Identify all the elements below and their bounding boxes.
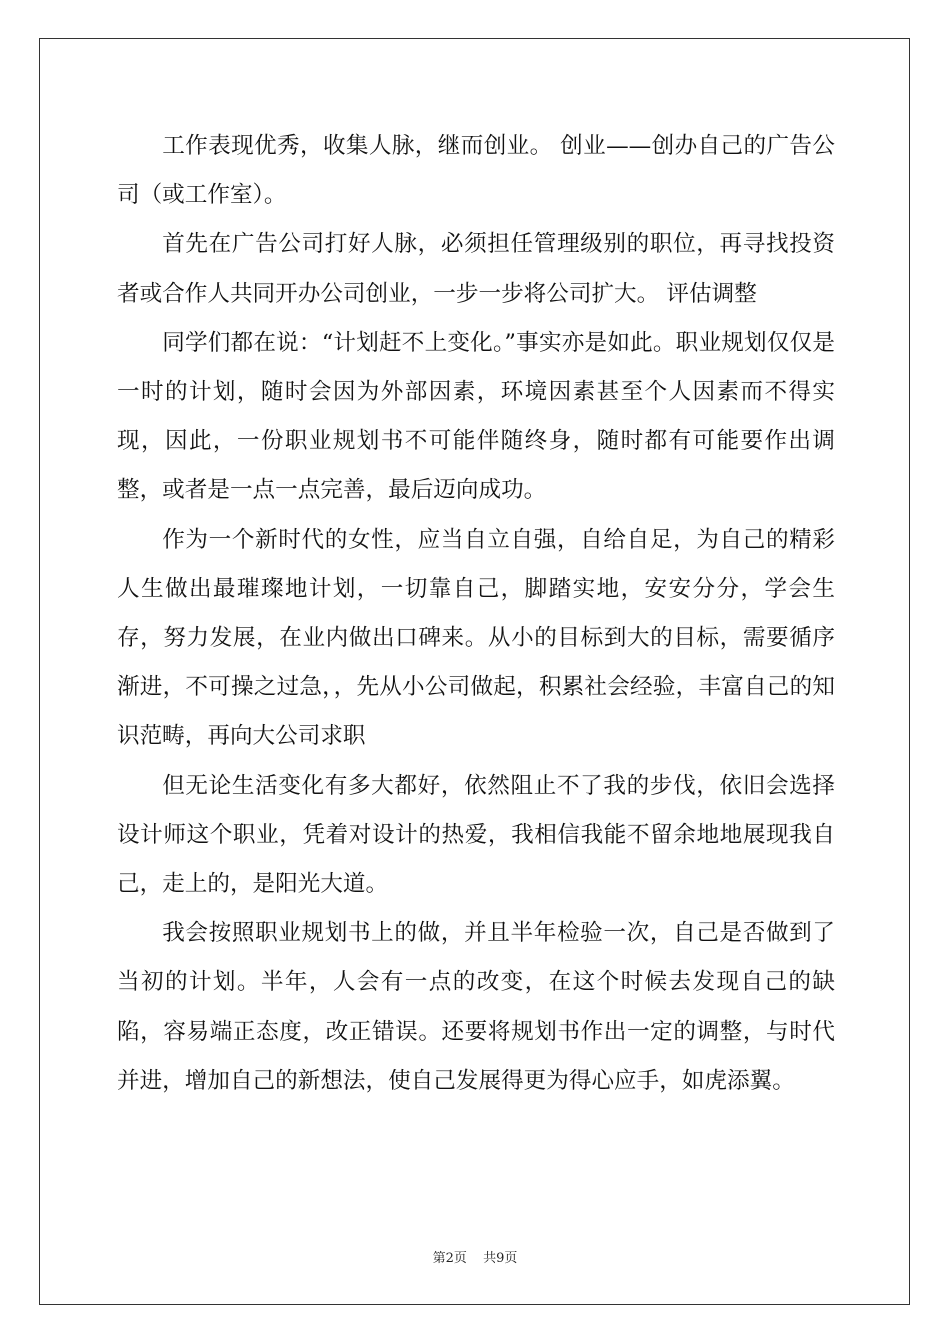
paragraph: 同学们都在说：“计划赶不上变化。”事实亦是如此。职业规划仅仅是一时的计划，随时会因为外部因素，环境因素甚至个人因素而不得实现，因此，一份职业规划书不可能伴随终身，随时都有可能要作出调整，或者是一点一点完善，最后迈向成功。 <box>117 329 835 504</box>
paragraph: 我会按照职业规划书上的做，并且半年检验一次，自己是否做到了当初的计划。半年，人会有一点的改变，在这个时候去发现自己的缺陷，容易端正态度，改正错误。还要将规划书作出一定的调整，与时代并进，增加自己的新想法，使自己发展得更为得心应手，如虎添翼。 <box>117 920 835 1094</box>
paragraph: 首先在广告公司打好人脉，必须担任管理级别的职位，再寻找投资者或合作人共同开办公司创业，一步一步将公司扩大。 评估调整 <box>117 231 835 307</box>
page-total: 共9页 <box>483 1251 518 1266</box>
page-number: 第2页 <box>432 1251 467 1266</box>
document-body <box>117 122 835 1106</box>
paragraph: 工作表现优秀，收集人脉，继而创业。 创业——创办自己的广告公司（或工作室）。 <box>117 133 835 209</box>
paragraph: 但无论生活变化有多大都好，依然阻止不了我的步伐，依旧会选择设计师这个职业，凭着对设计的热爱，我相信我能不留余地地展现我自己，走上的，是阳光大道。 <box>117 772 835 898</box>
page-footer <box>0 1247 950 1266</box>
paragraph: 作为一个新时代的女性，应当自立自强，自给自足，为自己的精彩人生做出最璀璨地计划，一切靠自己，脚踏实地，安安分分，学会生存，努力发展，在业内做出口碑来。从小的目标到大的目标，需要循序渐进，不可操之过急，，先从小公司做起，积累社会经验，丰富自己的知识范畴，再向大公司求职 <box>117 526 835 750</box>
